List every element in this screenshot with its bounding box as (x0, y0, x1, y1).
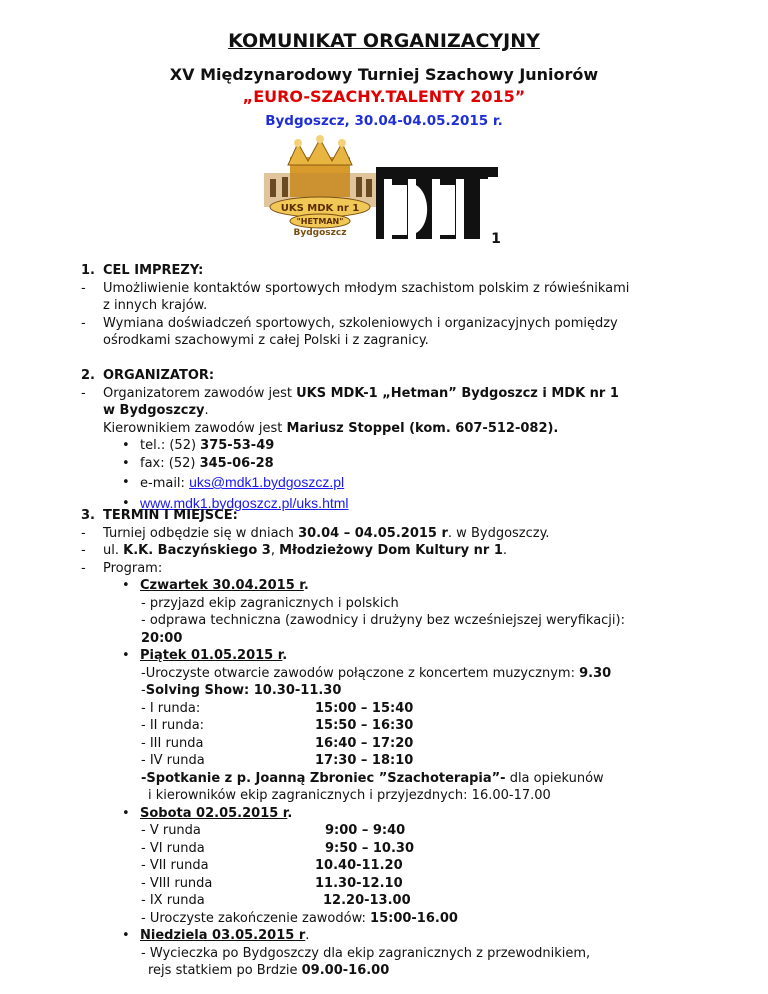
crown-icon (264, 135, 380, 238)
section-number: 1. (81, 263, 95, 278)
section-number: 3. (81, 508, 95, 523)
round-name: - VIII runda (141, 875, 213, 891)
round-time: 15:00 – 15:40 (315, 700, 414, 716)
text-fragment: . (502, 543, 508, 558)
day-heading-friday: Piątek 01.05.2015 r (140, 648, 283, 663)
tel-label: tel.: (52) (140, 438, 201, 453)
text-fragment: . w Bydgoszczy. (447, 525, 550, 541)
text-line: ośrodkami szachowymi z całej Polski i z zagranicy. (103, 333, 429, 348)
director-name: Mariusz Stoppel (kom. 607-512-082). (286, 420, 559, 436)
logos (258, 135, 518, 255)
program-label: Program: (103, 560, 163, 576)
fax-number: 345-06-28 (199, 455, 274, 471)
section-cel-imprezy: 1. CEL IMPREZY: - Umożliwienie kontaktów sportowych młodym szachistom polskim z rówieśnikami z innych krajów. - Wymiana doświadczeń sportowych, szkoleniowych i organizacyjnych pomiędzy ośrodkami szachowymi z całej Polski i z zagranicy. (81, 263, 630, 348)
round-name: - VI runda (141, 840, 205, 856)
text-fragment: , (270, 543, 280, 558)
section-heading: CEL IMPREZY: (103, 263, 204, 278)
program-time: 20:00 (141, 630, 183, 646)
website-link[interactable]: www.mdk1.bydgoszcz.pl/uks.html (140, 494, 349, 511)
round-time: 9:50 – 10.30 (325, 840, 415, 856)
program-item: -Uroczyste otwarcie zawodów połączone z koncertem muzycznym: (141, 665, 580, 681)
round-time: 17:30 – 18:10 (315, 753, 414, 768)
mdk-logo-icon (376, 167, 501, 247)
tel-number: 375-53-49 (200, 438, 275, 453)
round-name: - I runda: (141, 700, 201, 716)
street-address: K.K. Baczyńskiego 3 (123, 543, 271, 558)
venue-name: Młodzieżowy Dom Kultury nr 1 (279, 543, 503, 558)
round-time: 12.20-13.00 (323, 893, 411, 908)
round-name: - V runda (141, 823, 201, 838)
round-name: - IX runda (141, 893, 205, 908)
day-heading-sunday: Niedziela 03.05.2015 r (140, 928, 306, 943)
email-label: e-mail: (140, 476, 190, 491)
text-line: z innych krajów. (103, 298, 208, 313)
text-fragment: ul. (103, 543, 124, 558)
email-link[interactable]: uks@mdk1.bydgoszcz.pl (189, 474, 345, 490)
program-time: 15:00-16.00 (370, 910, 458, 926)
round-time: 15:50 – 16:30 (315, 718, 414, 733)
text-fragment: dla opiekunów (505, 770, 604, 786)
page-title: KOMUNIKAT ORGANIZACYJNY (228, 30, 540, 52)
organizer-name: UKS MDK-1 „Hetman” Bydgoszcz i MDK nr 1 (296, 385, 619, 401)
round-time: 9:00 – 9:40 (325, 823, 406, 838)
round-time: 16:40 – 17:20 (315, 735, 414, 751)
round-name: - IV runda (141, 753, 205, 768)
text-fragment: Organizatorem zawodów jest (103, 385, 297, 401)
section-heading: ORGANIZATOR: (103, 368, 215, 383)
text-line: Wymiana doświadczeń sportowych, szkoleniowych i organizacyjnych pomiędzy (103, 315, 618, 331)
event-name: „EURO-SZACHY.TALENTY 2015” (242, 87, 526, 106)
program-time: 09.00-16.00 (301, 963, 390, 978)
club-logo-text-top: UKS MDK nr 1 (280, 203, 360, 214)
section-number: 2. (81, 368, 95, 383)
text-line: Umożliwienie kontaktów sportowych młodym szachistom polskim z rówieśnikami (103, 280, 630, 296)
program-item: rejs statkiem po Brdzie (148, 963, 302, 978)
section-termin-i-miejsce: 3. TERMIN I MIEJSCE: - Turniej odbędzie się w dniach 30.04 – 04.05.2015 r. w Bydgoszczy. - ul. K.K. Baczyńskiego 3, Młodzieżowy Dom Kultury nr 1. - Program: • Czwartek 30.04.2015 r. - przyjazd ekip zagranicznych i polskich - odprawa techniczna (zawodnicy i drużyny bez wcześniejszej weryfikacji): 20:00 • Piątek 01.05.2015 r. -Uroczyste otwarcie zawodów połączone z koncertem muzycznym: 9.30 -Solving Show: 10.30-11.30 - I runda: 15:00 – 15:40 - II runda: 15:50 – 16:30 - III runda 16:40 – 17:20 - IV runda 17:30 – 18:10 -Spotkanie z p. Joanną Zbroniec ”Szachoterapia”- dla opiekunów i kierowników ekip zagranicznych i przyjezdnych: 16.00-17.00 • Sobota 02.05.2015 r. - V runda 9:00 – 9:40 - VI runda 9:50 – 10.30 - VII runda 10.40-11.20 - VIII runda 11.30-12.10 - IX runda 12.20-13.00 - Uroczyste zakończenie zawodów: 15:00-16.00 • Niedziela 03.05.2015 r. - Wycieczka po Bydgoszczy dla ekip zagranicznych z przewodnikiem, rejs statkiem po Brdzie 09.00-16.00 (103, 507, 663, 980)
text-fragment: . (204, 403, 209, 418)
round-name: - II runda: (141, 718, 205, 733)
text-fragment: -Spotkanie z (141, 770, 237, 786)
program-item: - Wycieczka po Bydgoszczy dla ekip zagranicznych z przewodnikiem, (141, 945, 591, 961)
text-fragment: - (141, 683, 146, 698)
event-place-date: Bydgoszcz, 30.04-04.05.2015 r. (265, 113, 503, 129)
club-logo-text-mid: "HETMAN" (296, 217, 344, 226)
section-organizator: 2. ORGANIZATOR: - Organizatorem zawodów jest UKS MDK-1 „Hetman” Bydgoszcz i MDK nr 1 w Bydgoszczy. Kierownikiem zawodów jest Mariusz Stoppel (kom. 607-512-082). • tel.: (52) 375-53-49 • fax: (52) 345-06-28 • e-mail: uks@mdk1.bydgoszcz.pl • www.mdk1.bydgoszcz.pl/uks.html (103, 367, 663, 513)
section-heading: TERMIN I MIEJSCE: (103, 508, 238, 523)
round-time: 11.30-12.10 (315, 875, 403, 891)
tournament-subtitle: XV Międzynarodowy Turniej Szachowy Juniorów (169, 65, 599, 84)
program-item: p. Joanną Zbroniec ”Szachoterapia”- (236, 770, 506, 786)
club-logo-text-city: Bydgoszcz (293, 228, 347, 238)
program-item: Solving Show: 10.30-11.30 (145, 683, 342, 698)
program-item: - przyjazd ekip zagranicznych i polskich (141, 595, 399, 611)
event-dates: 30.04 – 04.05.2015 r (298, 525, 448, 541)
program-item: - odprawa techniczna (zawodnicy i drużyny bez wcześniejszej weryfikacji): (141, 613, 625, 628)
text-fragment: Kierownikiem zawodów jest (103, 420, 287, 436)
program-item: - Uroczyste zakończenie zawodów: (141, 910, 371, 926)
organizer-city: w Bydgoszczy (103, 403, 205, 418)
program-item: i kierowników ekip zagranicznych i przyjezdnych: 16.00-17.00 (148, 788, 551, 803)
program-time: 9.30 (579, 665, 612, 681)
round-name: - VII runda (141, 858, 209, 873)
round-name: - III runda (141, 735, 204, 751)
day-heading-saturday: Sobota 02.05.2015 r (140, 805, 288, 821)
text-fragment: Turniej odbędzie się w dniach (103, 525, 299, 541)
mdk-logo-number: 1 (491, 231, 501, 247)
round-time: 10.40-11.20 (315, 858, 403, 873)
day-heading-thursday: Czwartek 30.04.2015 r (140, 578, 304, 593)
club-logo-image (258, 135, 518, 255)
fax-label: fax: (52) (140, 455, 200, 471)
